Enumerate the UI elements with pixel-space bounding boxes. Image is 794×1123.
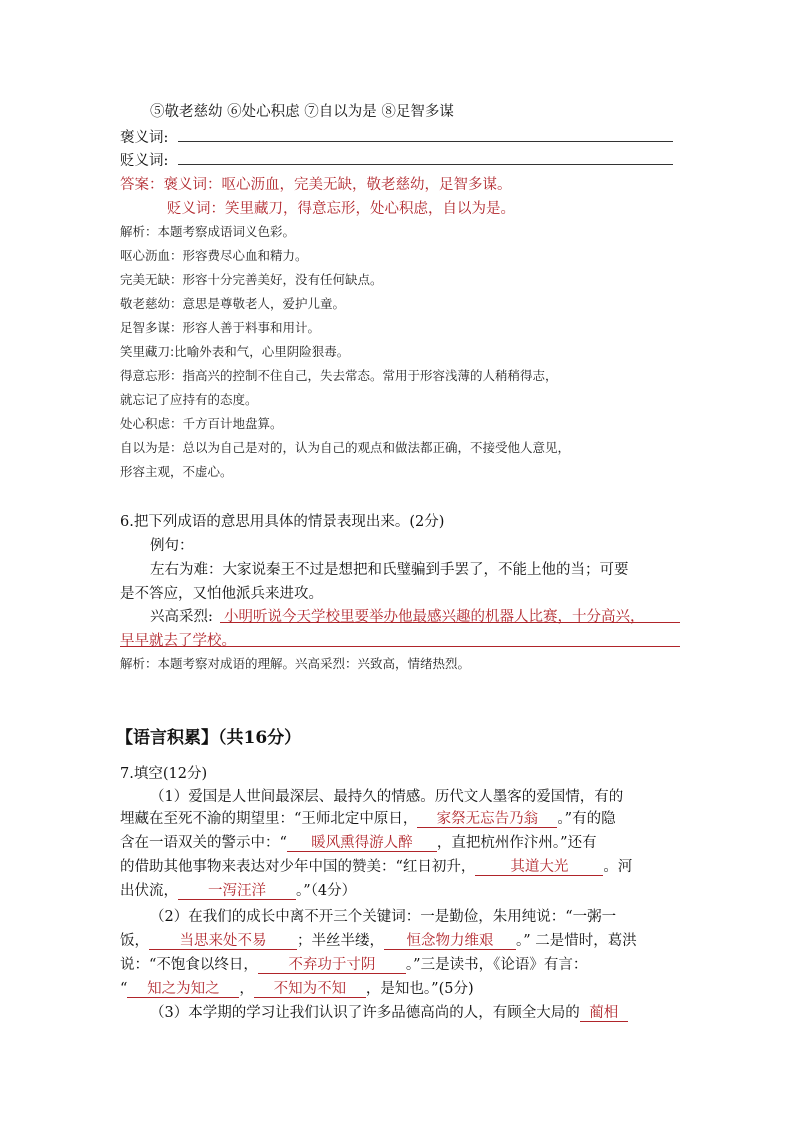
blank-buqi[interactable]: 不弃功于寸阴 (258, 957, 406, 974)
q7-p1-line-3: 含在一语双关的警示中：“ 暖风熏得游人醉 ，直把杭州作汴州。”还有 (120, 835, 597, 851)
q6-answer-line-2: 早早就去了学校。 (120, 633, 236, 649)
q6-answer-prefix: 兴高采烈: (150, 609, 213, 625)
q6-answer-underline-1 (220, 622, 680, 623)
blank-qidao[interactable]: 其道大光 (475, 859, 603, 876)
q5-analysis-5: 笑里藏刀:比喻外表和气，心里阴险狠毒。 (120, 344, 350, 359)
praise-label: 褒义词: (120, 130, 169, 146)
q5-analysis-4: 足智多谋：形容人善于料事和用计。 (120, 320, 321, 335)
q7-p1-line-2: 埋藏在至死不渝的期望里：“王师北定中原日， 家祭无忘告乃翁 。”有的隐 (120, 811, 616, 827)
q5-analysis-2: 完美无缺：形容十分完善美好，没有任何缺点。 (120, 272, 383, 287)
q5-analysis-10: 形容主观，不虚心。 (120, 464, 233, 479)
q6-example-label: 例句： (150, 538, 194, 554)
options-line: ⑤敬老慈幼 ⑥处心积虑 ⑦自以为是 ⑧足智多谋 (150, 104, 454, 120)
q6-answer-line-1: 小明听说今天学校里要举办他最感兴趣的机器人比赛，十分高兴， (224, 609, 645, 625)
blank-jiaji[interactable]: 家祭无忘告乃翁 (417, 811, 557, 828)
q6-answer-underline-2 (120, 646, 680, 647)
q6-analysis: 解析：本题考察对成语的理解。兴高采烈：兴致高，情绪热烈。 (120, 656, 471, 671)
q7-p2-line-3: 说：“不饱食以终日， 不弃功于寸阴 。”三是读书，《论语》有言： (120, 957, 588, 973)
blank-linxiang[interactable]: 蔺相 (580, 1005, 628, 1022)
answer-line-1: 答案：褒义词：呕心沥血，完美无缺，敬老慈幼，足智多谋。 (120, 177, 512, 193)
blank-dangsi[interactable]: 当思来处不易 (149, 933, 297, 950)
q7-p1-line-4: 的借助其他事物来表达对少年中国的赞美：“红日初升， 其道大光 。河 (120, 859, 633, 875)
q7-p2-line-2: 饭， 当思来处不易 ；半丝半缕， 恒念物力维艰 。” 二是惜时，葛洪 (120, 933, 637, 949)
blank-yixie[interactable]: 一泻汪洋 (178, 883, 296, 900)
answer-line-2: 贬义词：笑里藏刀，得意忘形，处心积虑，自以为是。 (167, 201, 515, 217)
q5-analysis-6: 得意忘形：指高兴的控制不住自己，失去常态。常用于形容浅薄的人稍稍得志， (120, 368, 558, 383)
q7-p3-line-1: （3）本学期的学习让我们认识了许多品德高尚的人，有顾全大局的 蔺相 (150, 1001, 628, 1022)
section-title: 【语言积累】（共16分） (116, 728, 302, 748)
blank-buzhi[interactable]: 不知为不知 (254, 981, 366, 998)
q5-analysis-1: 呕心沥血：形容费尽心血和精力。 (120, 248, 308, 263)
q5-analysis-0: 解析：本题考察成语词义色彩。 (120, 224, 296, 239)
q5-analysis-3: 敬老慈幼：意思是尊敬老人，爱护儿童。 (120, 296, 346, 311)
blank-hengnian[interactable]: 恒念物力维艰 (384, 933, 516, 950)
q6-example-line-1: 左右为难：大家说秦王不过是想把和氏璧骗到手罢了，不能上他的当；可要 (150, 562, 629, 578)
derog-answer-line (178, 164, 673, 165)
q6-title: 6.把下列成语的意思用具体的情景表现出来。(2分) (120, 514, 445, 530)
q5-analysis-7: 就忘记了应持有的态度。 (120, 392, 258, 407)
derog-label: 贬义词: (120, 153, 169, 169)
blank-nuanfeng[interactable]: 暖风熏得游人醉 (287, 835, 437, 852)
q7-p1-line-5: 出伏流， 一泻汪洋 。”（4分） (120, 883, 357, 899)
q7-p1-line-1: （1）爱国是人世间最深层、最持久的情感。历代文人墨客的爱国情，有的 (150, 789, 624, 805)
q7-p2-line-4: “ 知之为知之 ， 不知为不知 ，是知也。”(5分) (120, 981, 474, 997)
q7-p2-line-1: （2）在我们的成长中离不开三个关键词：一是勤俭，朱用纯说：“一粥一 (150, 909, 617, 925)
q6-example-line-2: 是不答应，又怕他派兵来进攻。 (120, 586, 323, 602)
blank-zhizhi[interactable]: 知之为知之 (127, 981, 239, 998)
q7-title: 7.填空(12分) (120, 766, 208, 782)
praise-answer-line (178, 141, 673, 142)
q5-analysis-8: 处心积虑：千方百计地盘算。 (120, 416, 283, 431)
q5-analysis-9: 自以为是：总以为自己是对的，认为自己的观点和做法都正确，不接受他人意见， (120, 440, 571, 455)
